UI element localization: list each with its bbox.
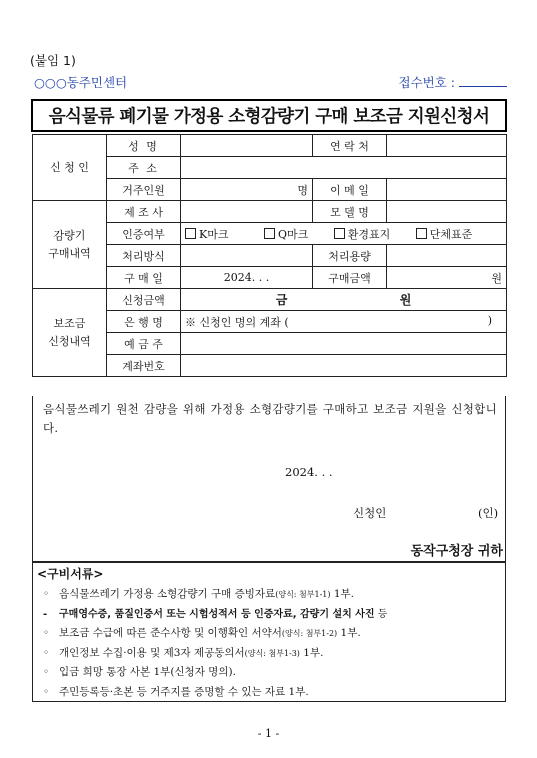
- checkbox-icon: [264, 228, 275, 239]
- purchase-section-line2: 구매내역: [48, 246, 91, 260]
- table-row: [33, 135, 507, 157]
- email-label: 이 메 일: [313, 179, 387, 201]
- request-amount-prefix: 금: [275, 293, 288, 307]
- list-item: - 구매영수증, 품질인증서 또는 시험성적서 등 인증자료, 감량기 설치 사진 등: [43, 608, 388, 620]
- checkbox-icon: [416, 228, 427, 239]
- subsidy-section-line2: 신청내역: [48, 334, 91, 348]
- community-center-name: ○○○동주민센터: [34, 75, 128, 90]
- certification-options: [181, 223, 507, 245]
- bank-label: 은 행 명: [107, 311, 181, 333]
- contact-field[interactable]: [387, 135, 507, 157]
- application-form-table: [32, 134, 507, 377]
- receipt-number: [399, 73, 507, 91]
- method-field[interactable]: [181, 245, 313, 267]
- certification-label: 인증여부: [107, 223, 181, 245]
- request-amount-label: 신청금액: [107, 289, 181, 311]
- required-documents-box: [32, 562, 506, 702]
- maker-field[interactable]: [181, 201, 313, 223]
- receipt-number-label: 접수번호 :: [398, 75, 456, 90]
- signature-applicant-label: 신청인: [353, 506, 387, 520]
- name-field[interactable]: [181, 135, 313, 157]
- cert-option-group-standard[interactable]: 단체표준: [416, 226, 473, 242]
- capacity-label: 처리용량: [313, 245, 387, 267]
- cert-option-eco-label[interactable]: 환경표지: [334, 226, 391, 242]
- checkbox-icon: [185, 228, 196, 239]
- signature-date[interactable]: 2024. . .: [285, 465, 333, 479]
- model-field[interactable]: [387, 201, 507, 223]
- bank-field[interactable]: [181, 311, 507, 333]
- page-number: - 1 -: [257, 727, 280, 740]
- applicant-section-header: 신 청 인: [33, 135, 107, 201]
- list-item: ◦ 입금 희망 통장 사본 1부(신청자 명의).: [43, 666, 236, 678]
- signature-seal[interactable]: (인): [478, 506, 499, 520]
- addressee: 동작구청장 귀하: [410, 544, 503, 559]
- account-number-field[interactable]: [181, 355, 507, 377]
- household-field[interactable]: [181, 179, 313, 201]
- request-amount-unit: 원: [399, 293, 412, 307]
- list-item: ◦ 보조금 수급에 따른 준수사항 및 이행확인 서약서(양식: 첨부1-2) 1부.: [43, 627, 361, 639]
- capacity-field[interactable]: [387, 245, 507, 267]
- address-field[interactable]: [181, 157, 507, 179]
- required-documents-title: <구비서류>: [37, 567, 104, 581]
- table-row: [33, 289, 507, 311]
- bank-note-close: ): [487, 313, 492, 327]
- purchase-section-line1: 감량기: [53, 228, 86, 242]
- cert-option-k-mark[interactable]: K마크: [185, 226, 228, 242]
- receipt-number-blank[interactable]: [459, 76, 507, 87]
- account-holder-field[interactable]: [181, 333, 507, 355]
- checkbox-icon: [334, 228, 345, 239]
- subsidy-section-header: [33, 289, 107, 377]
- statement-text: 음식물쓰레기 원천 감량을 위해 가정용 소형감량기를 구매하고 보조금 지원을 신청합니다.: [43, 402, 497, 435]
- bank-note: ※ 신청인 명의 계좌 (: [185, 315, 289, 329]
- purchase-date-label: 구 매 일: [107, 267, 181, 289]
- attachment-label: (붙임 1): [30, 53, 76, 68]
- purchase-amount-field[interactable]: [387, 267, 507, 289]
- required-documents-list: [43, 585, 503, 702]
- household-label: 거주인원: [107, 179, 181, 201]
- purchase-amount-unit: 원: [491, 271, 502, 285]
- email-field[interactable]: [387, 179, 507, 201]
- request-amount-field[interactable]: [181, 289, 507, 311]
- model-label: 모 델 명: [313, 201, 387, 223]
- account-holder-label: 예 금 주: [107, 333, 181, 355]
- method-label: 처리방식: [107, 245, 181, 267]
- subsidy-section-line1: 보조금: [53, 316, 86, 330]
- address-label: 주 소: [107, 157, 181, 179]
- purchase-amount-label: 구매금액: [313, 267, 387, 289]
- name-label: 성 명: [107, 135, 181, 157]
- list-item: ◦ 개인정보 수집·이용 및 제3자 제공동의서(양식: 첨부1-3) 1부.: [43, 646, 324, 659]
- list-item: ◦ 음식물쓰레기 가정용 소형감량기 구매 증빙자료(양식: 첨부1-1) 1부.: [43, 588, 354, 600]
- list-item: ◦ 주민등록등·초본 등 거주지를 증명할 수 있는 자료 1부.: [43, 685, 309, 698]
- maker-label: 제 조 사: [107, 201, 181, 223]
- contact-label: 연 락 처: [313, 135, 387, 157]
- table-row: [33, 201, 507, 223]
- form-title: 음식물류 폐기물 가정용 소형감량기 구매 보조금 지원신청서: [31, 99, 507, 132]
- purchase-section-header: [33, 201, 107, 289]
- account-number-label: 계좌번호: [107, 355, 181, 377]
- purchase-date-field[interactable]: 2024. . .: [181, 267, 313, 289]
- cert-option-q-mark[interactable]: Q마크: [264, 226, 308, 242]
- statement-box: [32, 396, 506, 562]
- household-unit: 명: [297, 183, 308, 197]
